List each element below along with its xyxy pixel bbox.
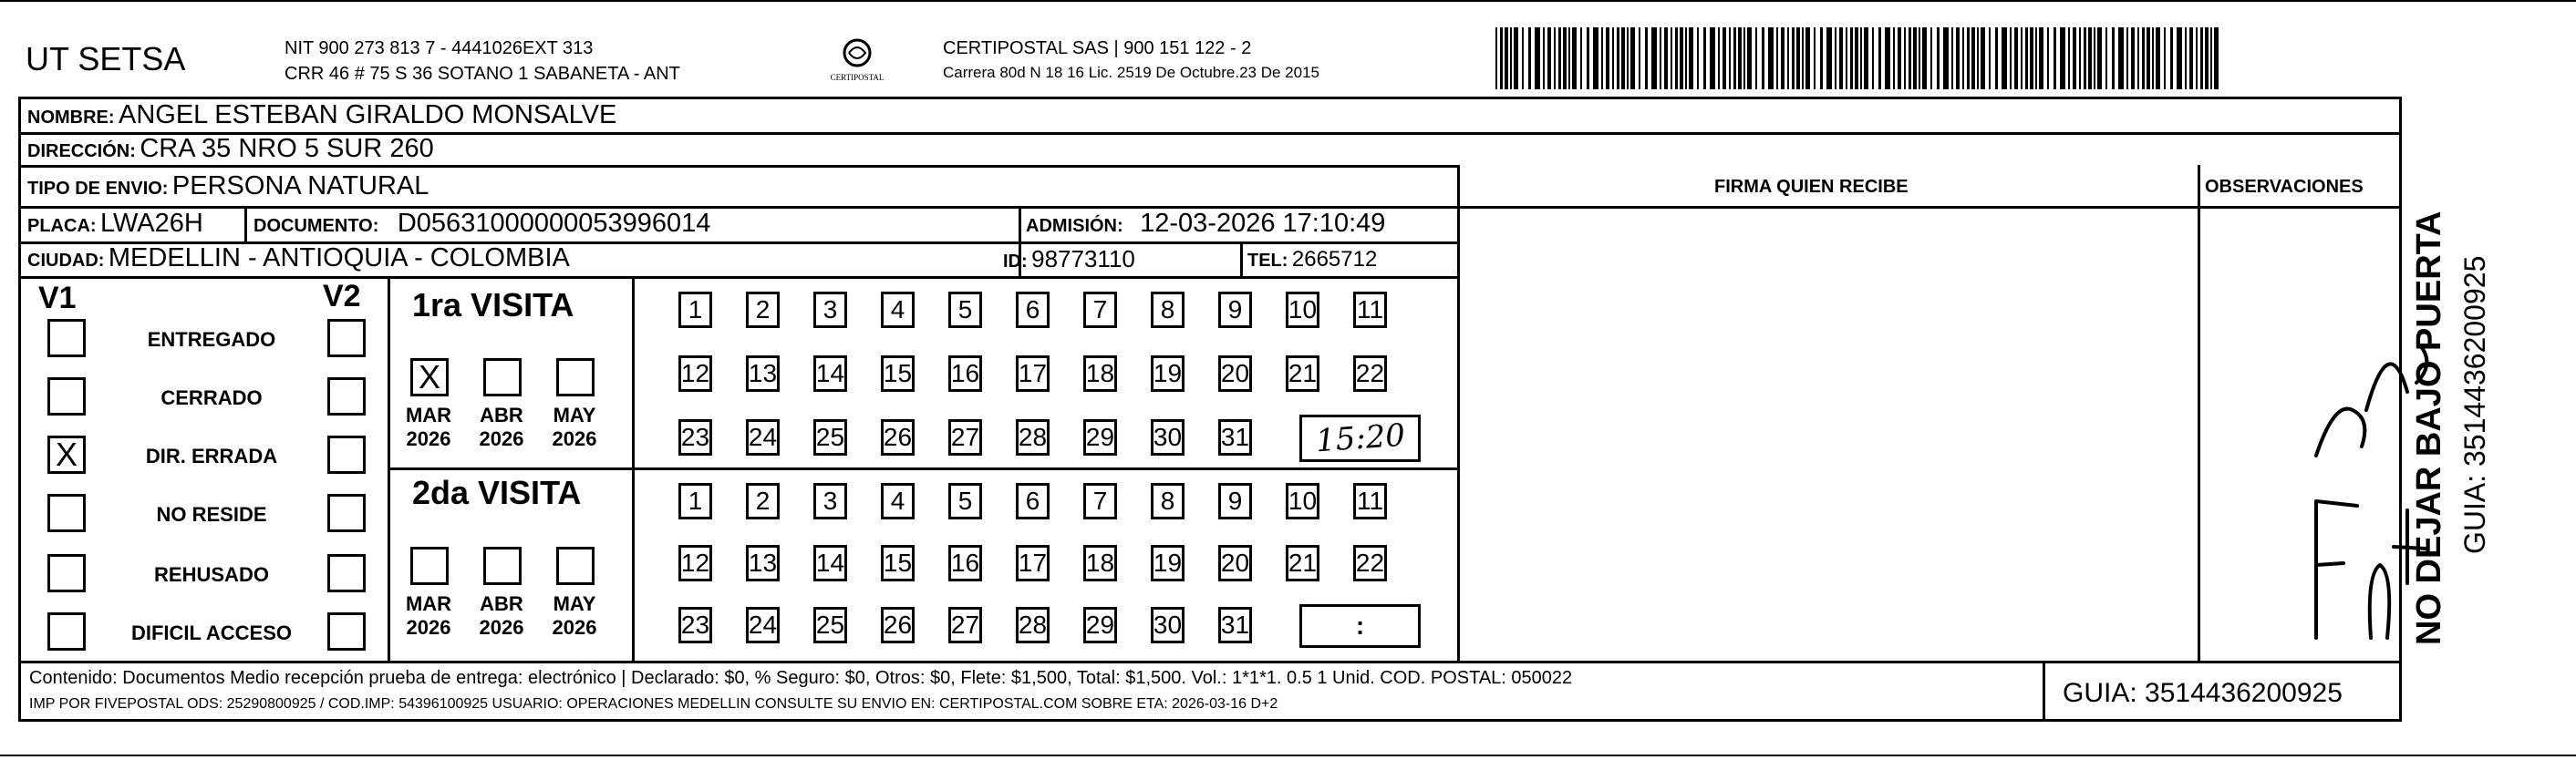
nombre-row	[27, 100, 616, 130]
month-label	[401, 404, 456, 451]
day-box[interactable]: 31	[1218, 607, 1252, 643]
barcode-bar	[1651, 27, 1657, 89]
barcode-bar	[1522, 27, 1524, 89]
month-year: 2026	[406, 427, 451, 450]
status-label: DIFICIL ACCESO	[130, 621, 292, 644]
day-box[interactable]: 12	[678, 355, 712, 392]
barcode-bar	[2025, 27, 2028, 89]
barcode-bar	[1850, 27, 1853, 89]
barcode-bar	[1913, 27, 1917, 89]
barcode-bar	[1802, 27, 1804, 89]
check-mark: X	[55, 436, 78, 473]
barcode-bar	[1781, 27, 1785, 89]
barcode-bar	[2030, 27, 2033, 89]
placa-value: LWA26H	[100, 209, 203, 238]
side-warning: NO DEJAR BAJO PUERTA	[2410, 211, 2448, 645]
barcode-bar	[2205, 27, 2209, 89]
day-box[interactable]: 9	[1218, 292, 1252, 328]
barcode-bar	[2035, 27, 2037, 89]
day-box[interactable]: 17	[1016, 545, 1050, 581]
barcode-bar	[2094, 27, 2095, 89]
day-box[interactable]: 18	[1083, 355, 1117, 392]
day-box[interactable]: 14	[813, 545, 847, 581]
barcode-bar	[1627, 27, 1629, 89]
day-box[interactable]: 30	[1151, 419, 1185, 456]
day-box[interactable]: 22	[1353, 355, 1387, 392]
barcode-bar	[1956, 27, 1960, 89]
month-checkbox[interactable]	[483, 547, 522, 585]
barcode-bar	[1601, 27, 1603, 89]
v1-checkbox[interactable]	[47, 612, 86, 651]
visit2-title: 2da VISITA	[412, 474, 582, 511]
certipostal-line: CERTIPOSTAL SAS | 900 151 122 - 2	[943, 38, 1252, 58]
barcode-bar	[1680, 27, 1683, 89]
day-box[interactable]: 22	[1353, 545, 1387, 581]
barcode-bar	[2079, 27, 2081, 89]
month-year: 2026	[479, 616, 524, 639]
nit-line: NIT 900 273 813 7 - 4441026EXT 313	[284, 38, 594, 58]
barcode-bar	[1878, 27, 1881, 89]
day-box[interactable]: 26	[881, 419, 915, 456]
barcode-bar	[1995, 27, 1998, 89]
barcode-bar	[1612, 27, 1614, 89]
month-year: 2026	[479, 427, 524, 450]
tel-label: TEL:	[1247, 251, 1288, 271]
barcode-bar	[2021, 27, 2023, 89]
barcode-bar	[1951, 27, 1953, 89]
barcode-bar	[2156, 27, 2160, 89]
day-box[interactable]: 8	[1151, 292, 1185, 328]
barcode-bar	[1814, 27, 1816, 89]
v1-checkbox[interactable]	[47, 554, 86, 592]
day-box[interactable]: 26	[881, 607, 915, 643]
footer-imp: IMP POR FIVEPOSTAL ODS: 25290800925 / COD.IMP: 54396100925 USUARIO: OPERACIONES MEDELLIN CONSULTE SU ENVIO EN: CERTIPOSTAL.COM SOBRE ETA: 2026-03-16 D+2	[29, 696, 1278, 712]
day-box[interactable]: 5	[948, 483, 982, 519]
tel-sep	[1240, 241, 1243, 278]
day-box[interactable]: 21	[1286, 545, 1319, 581]
id-value: 98773110	[1031, 245, 1135, 272]
v1-header: V1	[38, 281, 77, 315]
barcode-bar	[1554, 27, 1556, 89]
tipo-row	[27, 171, 429, 201]
month-name: MAY	[553, 592, 596, 615]
day-box[interactable]: 14	[813, 355, 847, 392]
barcode-bar	[2196, 27, 2198, 89]
placa-label: PLACA:	[27, 216, 97, 236]
day-box[interactable]: 6	[1016, 483, 1050, 519]
barcode-bar	[2084, 27, 2086, 89]
barcode-bar	[1909, 27, 1911, 89]
day-box[interactable]: 3	[813, 483, 847, 519]
barcode-bar	[1572, 27, 1577, 89]
barcode-bar	[1593, 27, 1598, 89]
v1-checkbox[interactable]	[47, 494, 86, 532]
barcode-bar	[1872, 27, 1874, 89]
barcode-bar	[1733, 27, 1736, 89]
barcode-bar	[1710, 27, 1715, 89]
day-box[interactable]: 4	[881, 483, 915, 519]
day-box[interactable]: 13	[746, 355, 780, 392]
barcode-bar	[1898, 27, 1901, 89]
month-label	[474, 404, 529, 451]
barcode-bar	[1723, 27, 1726, 89]
barcode-bar	[1729, 27, 1731, 89]
day-box[interactable]: 24	[746, 419, 780, 456]
barcode-bar	[1580, 27, 1582, 89]
month-label	[547, 404, 602, 451]
month-checkbox[interactable]	[410, 358, 449, 396]
nombre-value: ANGEL ESTEBAN GIRALDO MONSALVE	[119, 100, 617, 129]
barcode-bar	[1671, 27, 1672, 89]
barcode-bar	[2131, 27, 2135, 89]
day-box[interactable]: 7	[1083, 292, 1117, 328]
months-sep	[632, 276, 635, 661]
barcode-bar	[1738, 27, 1742, 89]
day-box[interactable]: 25	[813, 607, 847, 643]
day-box[interactable]: 28	[1016, 419, 1050, 456]
month-year: 2026	[552, 427, 597, 450]
barcode-bar	[2164, 27, 2166, 89]
barcode-bar	[1839, 27, 1843, 89]
status-label: ENTREGADO	[147, 328, 276, 351]
day-box[interactable]: 10	[1286, 292, 1319, 328]
month-checkbox[interactable]	[483, 358, 522, 396]
visit2-time: :	[1355, 611, 1365, 640]
barcode-bar	[1967, 27, 1970, 89]
barcode-bar	[1500, 27, 1503, 89]
status-label: NO RESIDE	[156, 503, 267, 526]
day-box[interactable]: 28	[1016, 607, 1050, 643]
side-guia: GUIA: 3514436200925	[2458, 255, 2491, 554]
barcode-bar	[1937, 27, 1940, 89]
firma-col-line	[1457, 165, 1460, 661]
v1-checkbox[interactable]	[47, 436, 86, 474]
barcode-bar	[1505, 27, 1508, 89]
row-line-5	[18, 276, 1460, 279]
day-box[interactable]: 29	[1083, 419, 1117, 456]
barcode-bar	[2054, 27, 2056, 89]
day-box[interactable]: 31	[1218, 419, 1252, 456]
barcode-bar	[1547, 27, 1551, 89]
barcode-bar	[2039, 27, 2043, 89]
day-box[interactable]: 15	[881, 355, 915, 392]
day-box[interactable]: 16	[948, 545, 982, 581]
barcode-bar	[1796, 27, 1800, 89]
barcode-bar	[1846, 27, 1847, 89]
barcode-bar	[2152, 27, 2154, 89]
v1-checkbox[interactable]	[47, 377, 86, 416]
barcode-bar	[1495, 27, 1497, 89]
placa-cell	[27, 209, 203, 239]
barcode-bar	[2200, 27, 2203, 89]
ciudad-cell	[27, 243, 570, 273]
barcode-bar	[2126, 27, 2128, 89]
barcode-bar	[2073, 27, 2076, 89]
barcode-bar	[1893, 27, 1895, 89]
v2-checkbox[interactable]	[327, 319, 366, 357]
admision-cell	[1026, 209, 1385, 239]
barcode-bar	[2060, 27, 2065, 89]
month-name: ABR	[480, 404, 523, 426]
barcode-bar	[1919, 27, 1920, 89]
placa-sep	[244, 206, 247, 244]
day-box[interactable]: 27	[948, 607, 982, 643]
signature-dot	[2033, 428, 2088, 429]
barcode-bar	[1587, 27, 1589, 89]
guia-footer-sep	[2043, 661, 2045, 722]
month-name: MAY	[553, 404, 596, 426]
barcode-bar	[1606, 27, 1609, 89]
month-label	[401, 592, 456, 640]
month-label	[547, 592, 602, 640]
barcode-bar	[2210, 27, 2212, 89]
barcode-bar	[1718, 27, 1720, 89]
bottom-edge	[0, 755, 2576, 756]
barcode-bar	[1835, 27, 1836, 89]
v2-header: V2	[323, 279, 361, 313]
barcode-bar	[2097, 27, 2102, 89]
v2-checkbox[interactable]	[327, 377, 366, 416]
day-box[interactable]: 21	[1286, 355, 1319, 392]
barcode-bar	[1689, 27, 1693, 89]
day-box[interactable]: 13	[746, 545, 780, 581]
barcode-bar	[1558, 27, 1561, 89]
barcode-bar	[2088, 27, 2092, 89]
v2-checkbox[interactable]	[327, 612, 366, 651]
barcode-bar	[2010, 27, 2012, 89]
barcode-bar	[1621, 27, 1625, 89]
observaciones-header: OBSERVACIONES	[2205, 177, 2364, 197]
nombre-label: NOMBRE:	[27, 108, 115, 128]
documento-label: DOCUMENTO:	[253, 216, 379, 236]
barcode-bar	[1981, 27, 1985, 89]
barcode-bar	[1820, 27, 1823, 89]
barcode-bar	[1617, 27, 1619, 89]
day-box[interactable]: 27	[948, 419, 982, 456]
barcode-bar	[2112, 27, 2115, 89]
month-label	[474, 592, 529, 640]
barcode-bar	[1645, 27, 1648, 89]
barcode-bar	[2137, 27, 2139, 89]
barcode-bar	[1639, 27, 1640, 89]
tel-cell	[1247, 247, 1377, 272]
top-edge	[0, 0, 2576, 2]
day-box[interactable]: 15	[881, 545, 915, 581]
barcode-bar	[2047, 27, 2049, 89]
barcode-bar	[2002, 27, 2007, 89]
day-box[interactable]: 6	[1016, 292, 1050, 328]
day-box[interactable]: 23	[678, 419, 712, 456]
barcode-bar	[1977, 27, 1979, 89]
day-box[interactable]: 1	[678, 292, 712, 328]
day-box[interactable]: 25	[813, 419, 847, 456]
barcode-bar	[2118, 27, 2124, 89]
barcode-bar	[1943, 27, 1949, 89]
barcode-bar	[1922, 27, 1927, 89]
visit-divider	[388, 467, 1457, 470]
barcode-bar	[1860, 27, 1862, 89]
id-cell	[1003, 245, 1135, 273]
day-box[interactable]: 16	[948, 355, 982, 392]
barcode-bar	[2068, 27, 2070, 89]
barcode-bar	[1826, 27, 1832, 89]
day-box[interactable]: 2	[746, 292, 780, 328]
barcode-bar	[2105, 27, 2107, 89]
day-box[interactable]: 7	[1083, 483, 1117, 519]
v2-checkbox[interactable]	[327, 494, 366, 532]
v1-checkbox[interactable]	[47, 319, 86, 357]
v2-checkbox[interactable]	[327, 554, 366, 592]
barcode	[1495, 27, 2225, 91]
day-box[interactable]: 17	[1016, 355, 1050, 392]
day-box[interactable]: 2	[746, 483, 780, 519]
barcode-bar	[1787, 27, 1789, 89]
barcode-bar	[1703, 27, 1706, 89]
footer-guia: GUIA: 3514436200925	[2063, 678, 2343, 708]
barcode-bar	[1885, 27, 1890, 89]
day-box[interactable]: 24	[746, 607, 780, 643]
v2-checkbox[interactable]	[327, 436, 366, 474]
day-box[interactable]: 12	[678, 545, 712, 581]
barcode-bar	[1989, 27, 1991, 89]
visit1-time-box[interactable]	[1299, 415, 1421, 462]
license-line: Carrera 80d N 18 16 Lic. 2519 De Octubre.23 De 2015	[943, 64, 1319, 81]
barcode-bar	[1514, 27, 1518, 89]
month-checkbox[interactable]	[556, 547, 595, 585]
day-box[interactable]: 5	[948, 292, 982, 328]
barcode-bar	[2185, 27, 2187, 89]
documento-value: D05631000000053996014	[397, 209, 711, 238]
barcode-bar	[2177, 27, 2182, 89]
day-box[interactable]: 30	[1151, 607, 1185, 643]
barcode-bar	[1743, 27, 1745, 89]
barcode-bar	[1776, 27, 1778, 89]
barcode-bar	[1792, 27, 1795, 89]
barcode-bar	[2170, 27, 2173, 89]
day-box[interactable]: 1	[678, 483, 712, 519]
barcode-bar	[1930, 27, 1932, 89]
status-label: CERRADO	[160, 386, 263, 409]
ciudad-value: MEDELLIN - ANTIOQUIA - COLOMBIA	[108, 243, 570, 272]
day-box[interactable]: 20	[1218, 545, 1252, 581]
certipostal-logo	[816, 35, 898, 89]
day-box[interactable]: 4	[881, 292, 915, 328]
barcode-bar	[1962, 27, 1964, 89]
tel-value: 2665712	[1291, 247, 1378, 272]
barcode-bar	[1528, 27, 1531, 89]
month-year: 2026	[406, 616, 451, 639]
status-label: DIR. ERRADA	[145, 445, 278, 467]
company-name: UT SETSA	[26, 40, 186, 77]
barcode-bar	[1755, 27, 1757, 89]
barcode-bar	[1762, 27, 1764, 89]
status-label: REHUSADO	[154, 563, 269, 586]
day-box[interactable]: 19	[1151, 545, 1185, 581]
day-box[interactable]: 11	[1353, 483, 1387, 519]
barcode-bar	[1697, 27, 1699, 89]
barcode-bar	[1630, 27, 1635, 89]
visit1-time: 15:20	[1314, 416, 1406, 460]
barcode-bar	[1563, 27, 1567, 89]
barcode-bar	[1543, 27, 1545, 89]
barcode-bar	[1971, 27, 1975, 89]
firma-header: FIRMA QUIEN RECIBE	[1714, 177, 1909, 197]
barcode-bar	[2214, 27, 2219, 89]
barcode-bar	[1864, 27, 1868, 89]
month-name: ABR	[480, 592, 523, 615]
barcode-bar	[1568, 27, 1570, 89]
barcode-bar	[2014, 27, 2018, 89]
check-mark: X	[418, 358, 440, 395]
direccion-label: DIRECCIÓN:	[27, 141, 136, 161]
direccion-value: CRA 35 NRO 5 SUR 260	[140, 134, 434, 163]
day-box[interactable]: 23	[678, 607, 712, 643]
barcode-bar	[1535, 27, 1540, 89]
month-name: MAR	[405, 404, 452, 426]
direccion-row	[27, 134, 434, 164]
footer-contenido: Contenido: Documentos Medio recepción prueba de entrega: electrónico | Declarado: $0, % Seguro: $0, Otros: $0, Flete: $1,500, Total: $1,500. Vol.: 1*1*1. 0.5 1 Unid. COD. POSTAL: 050022	[29, 668, 1573, 688]
id-label: ID:	[1003, 252, 1028, 272]
barcode-bar	[2147, 27, 2150, 89]
obs-col-line	[2198, 165, 2200, 661]
barcode-bar	[1685, 27, 1687, 89]
month-checkbox[interactable]	[410, 547, 449, 585]
day-box[interactable]: 19	[1151, 355, 1185, 392]
day-box[interactable]: 29	[1083, 607, 1117, 643]
barcode-bar	[1768, 27, 1774, 89]
barcode-bar	[2142, 27, 2145, 89]
barcode-bar	[1510, 27, 1512, 89]
barcode-bar	[1855, 27, 1858, 89]
documento-cell	[253, 209, 710, 239]
ciudad-label: CIUDAD:	[27, 251, 105, 271]
row-line-2	[18, 165, 1460, 168]
visit2-time-box[interactable]	[1299, 604, 1421, 648]
barcode-bar	[1675, 27, 1678, 89]
day-box[interactable]: 18	[1083, 545, 1117, 581]
day-box[interactable]: 3	[813, 292, 847, 328]
month-checkbox[interactable]	[556, 358, 595, 396]
admision-value: 12-03-2026 17:10:49	[1140, 209, 1386, 238]
address-line: CRR 46 # 75 S 36 SOTANO 1 SABANETA - ANT	[284, 64, 680, 84]
visit1-title: 1ra VISITA	[412, 286, 574, 324]
barcode-bar	[1805, 27, 1810, 89]
day-box[interactable]: 9	[1218, 483, 1252, 519]
month-year: 2026	[552, 616, 597, 639]
day-box[interactable]: 8	[1151, 483, 1185, 519]
barcode-bar	[2189, 27, 2193, 89]
month-name: MAR	[405, 592, 452, 615]
logo-text: CERTIPOSTAL	[830, 73, 885, 82]
tipo-label: TIPO DE ENVIO:	[27, 179, 169, 199]
admision-label: ADMISIÓN:	[1026, 216, 1123, 236]
barcode-bar	[1660, 27, 1661, 89]
barcode-bar	[1664, 27, 1668, 89]
barcode-bar	[1747, 27, 1752, 89]
day-box[interactable]: 10	[1286, 483, 1319, 519]
barcode-bar	[1904, 27, 1906, 89]
day-box[interactable]: 11	[1353, 292, 1387, 328]
day-box[interactable]: 20	[1218, 355, 1252, 392]
tipo-value: PERSONA NATURAL	[171, 171, 429, 200]
